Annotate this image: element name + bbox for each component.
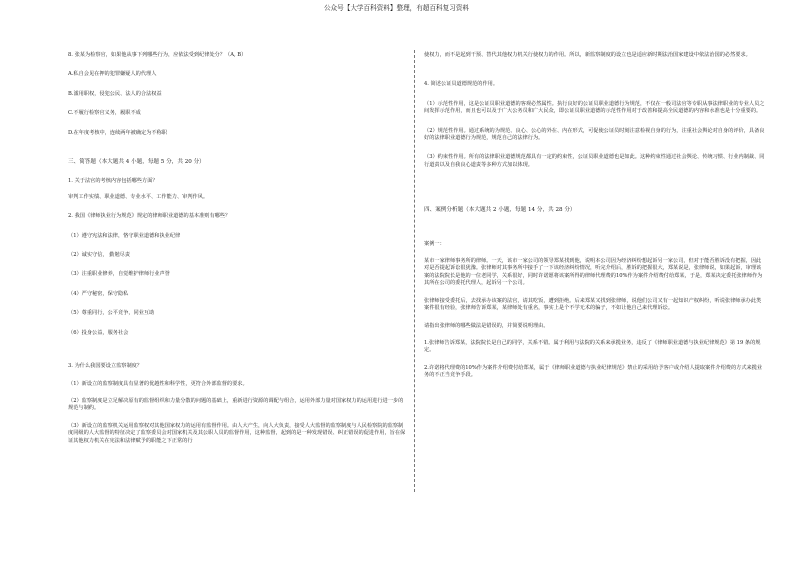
question-2: 2. 我国《律师执业行为规范》规定的律师职业道德的基本准则有哪些？ [68, 213, 231, 220]
question-1: 1. 关于法官的考核内容包括哪些方面？ [68, 178, 158, 185]
q8-option-c: C.不履行检察官义务，履职不成 [68, 110, 141, 117]
question-8: 8. 张某为检察官，如果他从事下列哪些行为，应依法受到纪律处分？（A, B） [68, 52, 247, 58]
question-1-answer: 审判工作实绩、职业道德、专业水平、工作能力、审判作风。 [68, 193, 209, 200]
case-question: 请指出张律师的哪些做法是错误的，并简要说明理由。 [424, 322, 549, 329]
paragraph-continuation: 使权力，而不是起到干预、替代其他权力机关行使权力的作用。所以，新监察制度的设立也是适应新时期法治国家建设中依法治国的必然要求。 [424, 52, 751, 58]
case-answer: 1.张律师告诉郑某，法院院长是自己的同学，关系不错。属于利用与法院的关系来承揽业务，违反了《律师职业道德与执业纪律规范》第 19 条的规定。 [424, 339, 761, 354]
q4-item: （1）示范性作用，这是公证员职业道德的客观必然属性。执行良好的公证员职业道德行为规范，不仅在一般司法官等专职从事法律职业的专业人员之间发挥示范作用，而且也可以及于广大公务员和广大民众，即公证员职业道德的示范性作用对于改善和提高全民道德的内容和水准也是十分重要的。 [424, 100, 765, 115]
q3-item: （1）新设立的监察制度具有显著的优越性和科学性，更符合外部监督的要求。 [68, 380, 248, 387]
q2-item: （6）投身公益，服务社会 [68, 329, 129, 336]
q8-option-b: B.滥用职权，侵犯公民、法人的合法权益 [68, 90, 162, 97]
left-column [68, 52, 408, 445]
question-3: 3. 为什么我国要设立监察制度？ [68, 363, 143, 370]
q8-option-a: A.私自会见在押的犯罪嫌疑人的代理人 [68, 71, 157, 78]
q4-item: （2）规范性作用。通过系统的为规范、良心、公心的外在、内在形式，可促使公证员时刻注意检视自身的行为，注重社会舆论对自身的评价，具备良好的法律职业道德行为规范，规范自己的法律行为。 [424, 127, 765, 142]
question-4: 4. 简述公证员道德规范的作用。 [424, 81, 499, 88]
q2-item: （5）尊重同行，公平竞争，同业互助 [68, 310, 155, 317]
section-3-heading: 三、简答题（本大题共 4 小题，每题 5 分，共 20 分） [68, 159, 205, 166]
case-text-2: 张律师接受委托后，去找承办该案的法官，请其吃饭，遭到拒绝。后来郑某又找到张律师，说他们公司又有一起知识产权纠纷，听说张律师承办此类案件很有经验，张律师告诉郑某，某律师处有重名，事实上是个不学无术的骗子，不如让他自己来代理诉讼。 [424, 297, 762, 312]
q2-item: （2）诚实守信， 勤勉尽责 [68, 252, 131, 259]
case-title: 案例一： [424, 240, 445, 247]
q2-item: （1）遵守宪法和法律，恪守职业道德和执业纪律 [68, 232, 181, 239]
q4-item: （3）约束性作用。所有的法律职业道德规范都具有一定的约束性，公证员职业道德也是如此。这种约束性通过社会舆论、传统习惯、行业内制裁、同行道责以及自我良心道责等多种方式加以体现。 [424, 154, 765, 168]
q2-item: （3）注重职业修养，自觉维护律师行业声誉 [68, 271, 170, 278]
case-answer: 2.许诺将代理费的10%作为案件介绍费付给郑某，属于《律师职业道德与执业纪律规范》禁止的采用给予客户或介绍人提取案件介绍费的方式来揽业务的不正当竞争手段。 [424, 364, 763, 379]
right-column [424, 52, 766, 380]
page-header: 公众号【大学百科资料】整理，有超百科复习资料 [323, 4, 470, 12]
q8-option-d: D.在年度考核中，连续两年被确定为不称职 [68, 129, 167, 136]
column-divider [414, 50, 415, 492]
q3-item: （2）监察制度是立足解决原有的监督组织和力量分散的问题的基础上，重新进行资源的调配与组合，运用外部力量对国家权力的运用进行进一步的规范与制约。 [68, 397, 404, 412]
q3-item: （3）新设立的监察机关运用监察权对其他国家权力的运用有监督作用。由人大产生，向人大负责，接受人大监督的监察制度与人民检察院的监察制度同级的人大监督的特征决定了监察委员会对国家机关及其公职人员的监督作用，这种监督，起到的是一种发现错误、纠正错误的促进作用，旨在保证其他权力机关在宪法和法律赋予的职能之下正常的行 [68, 422, 406, 444]
q2-item: （4）严守秘密，保守隐私 [68, 290, 129, 297]
section-4-heading: 四、案例分析题（本大题共 2 小题，每题 14 分，共 28 分） [424, 207, 576, 214]
case-text: 某市一家律师事务所的律师。一天，该市一家公司的领导郑某找到他，说明本公司因为经济纠纷想起诉另一家公司，但对于能否胜诉没有把握，因此对是否提起诉讼很犹豫。张律师对其事务所中接手了一下该经济纠纷情况，听完介绍后，胜诉的把握很大，郑某说是，张律师说，如果起诉，审理该案的法院院长是他的一位老同学，关系很好，同时许诺愿将该案所得的律师代理费的10%作为案件介绍费付给郑某，于是，郑某决定委托张律师作为其所在公司的委托代理人，起诉另一个公司。 [424, 258, 763, 287]
